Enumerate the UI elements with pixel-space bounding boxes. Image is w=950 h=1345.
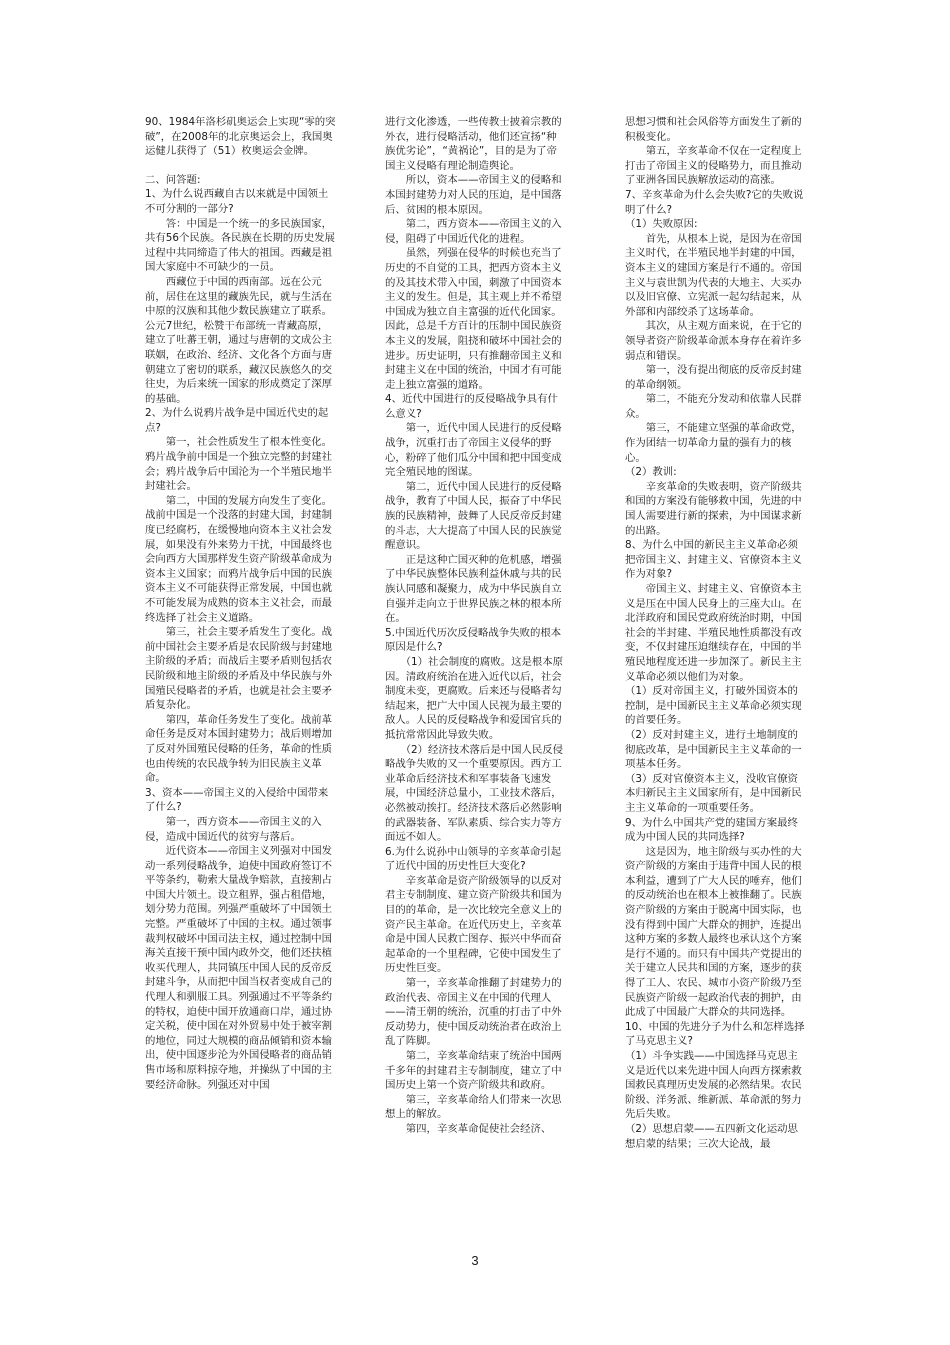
paragraph: 3、资本——帝国主义的入侵给中国带来了什么? — [145, 786, 329, 814]
paragraph: （1）斗争实践——中国选择马克思主义是近代以来先进中国人向西方探索救国救民真理历史发展的必然结果。农民阶级、洋务派、维新派、革命派的努力先后失败。 — [625, 1050, 802, 1121]
paragraph: 第一，西方资本——帝国主义的入侵，造成中国近代的贫穷与落后。 — [145, 815, 322, 843]
paragraph: 第四，辛亥革命促使社会经济、 — [385, 1122, 552, 1135]
paragraph: 正是这种亡国灭种的危机感，增强了中华民族整体民族利益休戚与共的民族认同感和凝聚力，成为中华民族自立自强并走向立于世界民族之林的根本所在。 — [385, 553, 562, 625]
paragraph: 虽然，列强在侵华的时候也充当了历史的不自觉的工具，把西方资本主义的及其技术带入中国，刺激了中国资本主义的发生。但是，其主观上并不希望中国成为独立自主富强的近代化国家。因此，总是千方百计的压制中国民族资本主义的发展，阻挠和破坏中国社会的进步。历史证明，只有推翻帝国主义和封建主义在中国的统治，中国才有可能走上独立富强的道路。 — [385, 247, 562, 391]
paragraph: 第二，中国的发展方向发生了变化。战前中国是一个没落的封建大国，封建制度已经腐朽，在缓慢地向资本主义社会发展，如果没有外来势力干扰，中国最终也会向西方大国那样发生资产阶级革命成为资本主义国家；而鸦片战争后中国的民族资本主义不可能获得正常发展，中国也就不可能发展为成熟的资本主义社会，而最终选择了社会主义道路。 — [145, 494, 333, 624]
paragraph: 帝国主义、封建主义、官僚资本主义是压在中国人民身上的三座大山。在北洋政府和国民党政府统治时期，中国社会的半封建、半殖民地性质都没有改变，不仅封建压迫继续存在，中国的半殖民地程度还进一步加深了。新民主主义革命必须以他们为对象。 — [625, 583, 802, 683]
paragraph: 第一，没有提出彻底的反帝反封建的革命纲领。 — [625, 364, 802, 391]
paragraph-spacer — [145, 159, 337, 173]
column-right — [625, 115, 807, 1151]
paragraph: 二、问答题: — [145, 173, 201, 186]
column-left — [145, 115, 337, 1092]
paragraph: 第一，近代中国人民进行的反侵略战争，沉重打击了帝国主义侵华的野心，粉碎了他们瓜分中国和把中国变成完全殖民地的图谋。 — [385, 422, 562, 479]
paragraph: 所以，资本——帝国主义的侵略和本国封建势力对人民的压迫，是中国落后、贫困的根本原因。 — [385, 174, 562, 216]
page-number: 3 — [471, 1253, 479, 1268]
paragraph: 10、中国的先进分子为什么和怎样选择了马克思主义? — [625, 1020, 805, 1048]
paragraph: 第一，社会性质发生了根本性变化。鸦片战争前中国是一个独立完整的封建社会；鸦片战争后中国沦为一个半殖民地半封建社会。 — [145, 436, 333, 493]
paragraph: 辛亥革命是资产阶级领导的以反对君主专制制度、建立资产阶级共和国为目的的革命，是一次比较完全意义上的资产民主革命。在近代历史上，辛亥革命是中国人民救亡图存、振兴中华而奋起革命的一个里程碑，它使中国发生了历史性巨变。 — [385, 874, 562, 975]
paragraph: 5.中国近代历次反侵略战争失败的根本原因是什么? — [385, 626, 562, 654]
paragraph: 第二，近代中国人民进行的反侵略战争，教育了中国人民，振奋了中华民族的民族精神，鼓舞了人民反帝反封建的斗志，大大提高了中国人民的民族觉醒意识。 — [385, 480, 562, 552]
paragraph: 其次，从主观方面来说，在于它的领导者资产阶级革命派本身存在着许多弱点和错误。 — [625, 320, 802, 362]
paragraph: 4、近代中国进行的反侵略战争具有什么意义? — [385, 393, 558, 420]
paragraph: （2）教训: — [625, 466, 677, 479]
paragraph: 近代资本——帝国主义列强对中国发动一系列侵略战争，迫使中国政府签订不平等条约，勒索大量战争赔款，直接割占中国大片领土。设立租界，强占租借地，划分势力范围。列强严重破坏了中国领土完整。严重破坏了中国的主权。通过领事裁判权破坏中国司法主权，通过控制中国海关直接干预中国内政外交，他们还扶植收买代理人，共同镇压中国人民的反帝反封建斗争，从而把中国当权者变成自己的代理人和驯服工具。列强通过不平等条约的特权，迫使中国开放通商口岸，通过协定关税，使中国在对外贸易中处于被宰割的地位，同过大规模的商品倾销和资本输出，使中国逐步沦为外国侵略者的商品销售市场和原料掠夺地，并操纵了中国的主要经济命脉。列强还对中国 — [145, 845, 333, 1091]
paragraph: 第二，辛亥革命结束了统治中国两千多年的封建君主专制制度，建立了中国历史上第一个资产阶级共和政府。 — [385, 1050, 562, 1092]
paragraph: 辛亥革命的失败表明，资产阶级共和国的方案没有能够救中国，先进的中国人需要进行新的探索，为中国谋求新的出路。 — [625, 480, 802, 537]
paragraph: 西藏位于中国的西南部。远在公元前，居住在这里的藏族先民，就与生活在中原的汉族和其他少数民族建立了联系。公元7世纪，松赞干布部统一青藏高原，建立了吐蕃王朝，通过与唐朝的文成公主联姻，在政治、经济、文化各个方面与唐朝建立了密切的联系，藏汉民族悠久的交往史，为后来统一国家的形成奠定了深厚的基础。 — [145, 275, 333, 405]
paragraph: 90、1984年洛杉矶奥运会上实现“零的突破”，在2008年的北京奥运会上，我国奥运健儿获得了（51）枚奥运会金牌。 — [145, 116, 336, 158]
paragraph: 第四，革命任务发生了变化。战前革命任务是反对本国封建势力；战后则增加了反对外国殖民侵略的任务，革命的性质也由传统的农民战争转为旧民族主义革命。 — [145, 713, 333, 785]
paragraph: 6.为什么说孙中山领导的辛亥革命引起了近代中国的历史性巨大变化? — [385, 845, 562, 873]
paragraph: 8、为什么中国的新民主主义革命必须把帝国主义、封建主义、官僚资本主义作为对象? — [625, 539, 802, 581]
paragraph: 答：中国是一个统一的多民族国家，共有56个民族。各民族在长期的历史发展过程中共同缔造了伟大的祖国。西藏是祖国大家庭中不可缺少的一员。 — [145, 217, 335, 274]
paragraph: 7、辛亥革命为什么会失败?它的失败说明了什么? — [625, 188, 804, 216]
paragraph: 1、为什么说西藏自古以来就是中国领土不可分割的一部分? — [145, 188, 329, 215]
paragraph: 思想习惯和社会风俗等方面发生了新的积极变化。 — [625, 116, 802, 143]
paragraph: 第三，不能建立坚强的革命政党，作为团结一切革命力量的强有力的核心。 — [625, 422, 802, 464]
paragraph: 第一，辛亥革命推翻了封建势力的政治代表、帝国主义在中国的代理人——清王朝的统治，沉重的打击了中外反动势力，使中国反动统治者在政治上乱了阵脚。 — [385, 977, 562, 1048]
paragraph: 第三，辛亥革命给人们带来一次思想上的解放。 — [385, 1093, 562, 1121]
paragraph: 进行文化渗透，一些传教士披着宗教的外衣，进行侵略活动，他们还宣扬“种族优劣论”，“黄祸论”，目的是为了帝国主义侵略有理论制造舆论。 — [385, 116, 562, 172]
paragraph: （2）经济技术落后是中国人民反侵略战争失败的又一个重要原因。西方工业革命后经济技术和军事装备飞速发展，中国经济总量小，工业技术落后，必然被动挨打。经济技术落后必然影响的武器装备、军队素质、综合实力等方面远不如人。 — [385, 743, 564, 844]
paragraph: 首先，从根本上说，是因为在帝国主义时代，在半殖民地半封建的中国，资本主义的建国方案是行不通的。帝国主义与袁世凯为代表的大地主、大买办以及旧官僚、立宪派一起勾结起来，从外部和内部绞杀了这场革命。 — [625, 232, 802, 318]
paragraph: 这是因为，地主阶级与买办性的大资产阶级的方案由于违背中国人民的根本利益，遭到了广大人民的唾弃，他们的反动统治也在根本上被推翻了。民族资产阶级的方案由于脱离中国实际，也没有得到中国广大群众的拥护，连提出这种方案的多数人最终也承认这个方案是行不通的。而只有中国共产党提出的关于建立人民共和国的方案，逐步的获得了工人、农民、城市小资产阶级乃至民族资产阶级一起政治代表的拥护，由此成了中国最广大群众的共同选择。 — [625, 845, 802, 1019]
paragraph: （2）反对封建主义，进行土地制度的彻底改革，是中国新民主主义革命的一项基本任务。 — [625, 728, 802, 771]
column-middle — [385, 115, 567, 1137]
paragraph: 第五，辛亥革命不仅在一定程度上打击了帝国主义的侵略势力，而且推动了亚洲各国民族解放运动的高涨。 — [625, 145, 802, 187]
paragraph: 第二，不能充分发动和依靠人民群众。 — [625, 393, 802, 420]
paragraph: 第三，社会主要矛盾发生了变化。战前中国社会主要矛盾是农民阶级与封建地主阶级的矛盾；而战后主要矛盾则包括农民阶级和地主阶级的矛盾及中华民族与外国殖民侵略者的矛盾，也就是社会主要矛盾复杂化。 — [145, 626, 333, 712]
paragraph: 2、为什么说鸦片战争是中国近代史的起点? — [145, 407, 329, 434]
paragraph: （2）思想启蒙——五四新文化运动思想启蒙的结果；三次大论战，最 — [625, 1122, 798, 1150]
paragraph: （1）失败原因: — [625, 218, 698, 231]
paragraph: （3）反对官僚资本主义，没收官僚资本归新民主主义国家所有，是中国新民主主义革命的一项重要任务。 — [625, 772, 802, 814]
paragraph: 9、为什么中国共产党的建国方案最终成为中国人民的共同选择? — [625, 816, 798, 844]
paragraph: 第二，西方资本——帝国主义的入侵，阻碍了中国近代化的进程。 — [385, 218, 562, 245]
paragraph: （1）反对帝国主义，打破外国资本的控制，是中国新民主主义革命必须实现的首要任务。 — [625, 685, 802, 727]
paragraph: （1）社会制度的腐败。这是根本原因。清政府统治在进入近代以后，社会制度未变，更腐败。后来还与侵略者勾结起来，把广大中国人民视为最主要的敌人。人民的反侵略战争和爱国官兵的抵抗常常因此导致失败。 — [385, 655, 564, 741]
